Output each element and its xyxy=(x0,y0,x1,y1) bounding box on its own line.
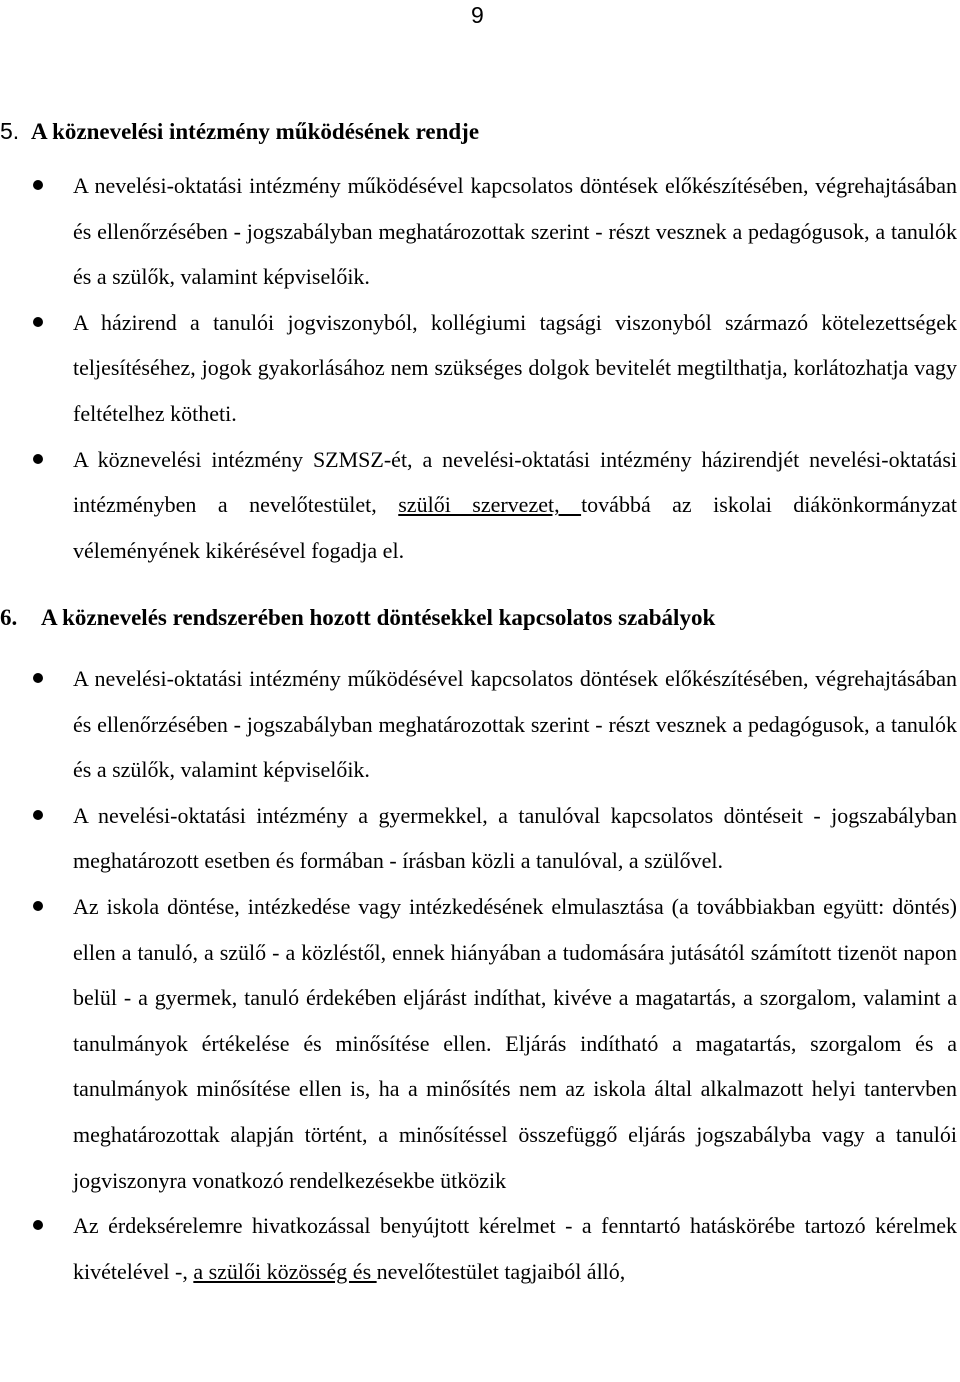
bullet-icon xyxy=(33,673,43,683)
list-item-text: nevelőtestület tagjaiból álló, xyxy=(376,1258,626,1284)
list-item-text: A nevelési-oktatási intézmény működésével kapcsolatos döntések előkészítésében, végrehajtásában és ellenőrzésében - jogszabályban meghatározottak szerint - részt vesznek a pedagógusok, a tanulók és a szülők, valamint képviselőik. xyxy=(73,173,957,290)
bullet-icon xyxy=(33,454,43,464)
bullet-icon xyxy=(33,180,43,190)
section-5-list xyxy=(0,163,957,573)
list-item-text: Az iskola döntése, intézkedése vagy intézkedésének elmulasztása (a továbbiakban együtt: döntés) ellen a tanuló, a szülő - a közléstől, ennek hiányában a tudomására jutásától számított tizenöt napon belül - a gyermek, tanuló érdekében eljárást indíthat, kivéve a magatartás, a szorgalom, valamint a tanulmányok értékelése és minősítése ellen. Eljárás indítható a magatartás, szorgalom és a tanulmányok minősítése ellen is, ha a minősítés nem az iskola által alkalmazott helyi tantervben meghatározottak alapján történt, a minősítéssel összefüggő eljárás jogszabályba vagy a tanulói jogviszonyra vonatkozó rendelkezésekbe ütközik xyxy=(73,893,957,1193)
list-item-text: A nevelési-oktatási intézmény működésével kapcsolatos döntések előkészítésében, végrehajtásában és ellenőrzésében - jogszabályban meghatározottak szerint - részt vesznek a pedagógusok, a tanulók és a szülők, valamint képviselőik. xyxy=(73,666,957,783)
section-5-number: 5. xyxy=(0,118,20,144)
list-item xyxy=(0,437,957,574)
list-item xyxy=(0,884,957,1203)
page-number: 9 xyxy=(471,2,484,28)
list-item xyxy=(0,1203,957,1294)
list-item-text: A köznevelési intézmény SZMSZ-ét, a nevelési-oktatási intézmény házirendjét nevelési-oktatási intézményben a nevelőtestület, xyxy=(73,446,957,518)
section-6-heading xyxy=(0,603,715,633)
section-5-title: A köznevelési intézmény működésének rendje xyxy=(31,119,480,144)
section-5-heading xyxy=(0,116,479,147)
list-item xyxy=(0,656,957,793)
bullet-icon xyxy=(33,810,43,820)
bullet-icon xyxy=(33,1220,43,1230)
section-6-list xyxy=(0,656,957,1294)
bullet-icon xyxy=(33,901,43,911)
list-item-text: Az érdeksérelemre hivatkozással benyújtott kérelmet - a fenntartó hatáskörébe tartozó kérelmek kivételével -, xyxy=(73,1213,957,1284)
bullet-icon xyxy=(33,317,43,327)
underlined-text: szülői szervezet, xyxy=(398,492,582,518)
list-item-text: A nevelési-oktatási intézmény a gyermekkel, a tanulóval kapcsolatos döntéseit - jogszabályban meghatározott esetben és formában - írásban közli a tanulóval, a szülővel. xyxy=(73,802,957,874)
list-item-text: továbbá az iskolai diákönkormányzat véleményének kikérésével fogadja el. xyxy=(73,492,958,563)
underlined-text: a szülői közösség és xyxy=(193,1258,377,1284)
list-item xyxy=(0,163,957,300)
section-6-title: A köznevelés rendszerében hozott döntésekkel kapcsolatos szabályok xyxy=(41,605,716,630)
list-item-text: A házirend a tanulói jogviszonyból, kollégiumi tagsági viszonyból származó kötelezettségek teljesítéséhez, jogok gyakorlásához nem szükséges dolgok bevitelét megtilthatja, korlátozhatja vagy feltételhez kötheti. xyxy=(73,309,957,426)
list-item xyxy=(0,793,957,884)
section-6-number: 6. xyxy=(0,605,18,630)
list-item xyxy=(0,300,957,437)
